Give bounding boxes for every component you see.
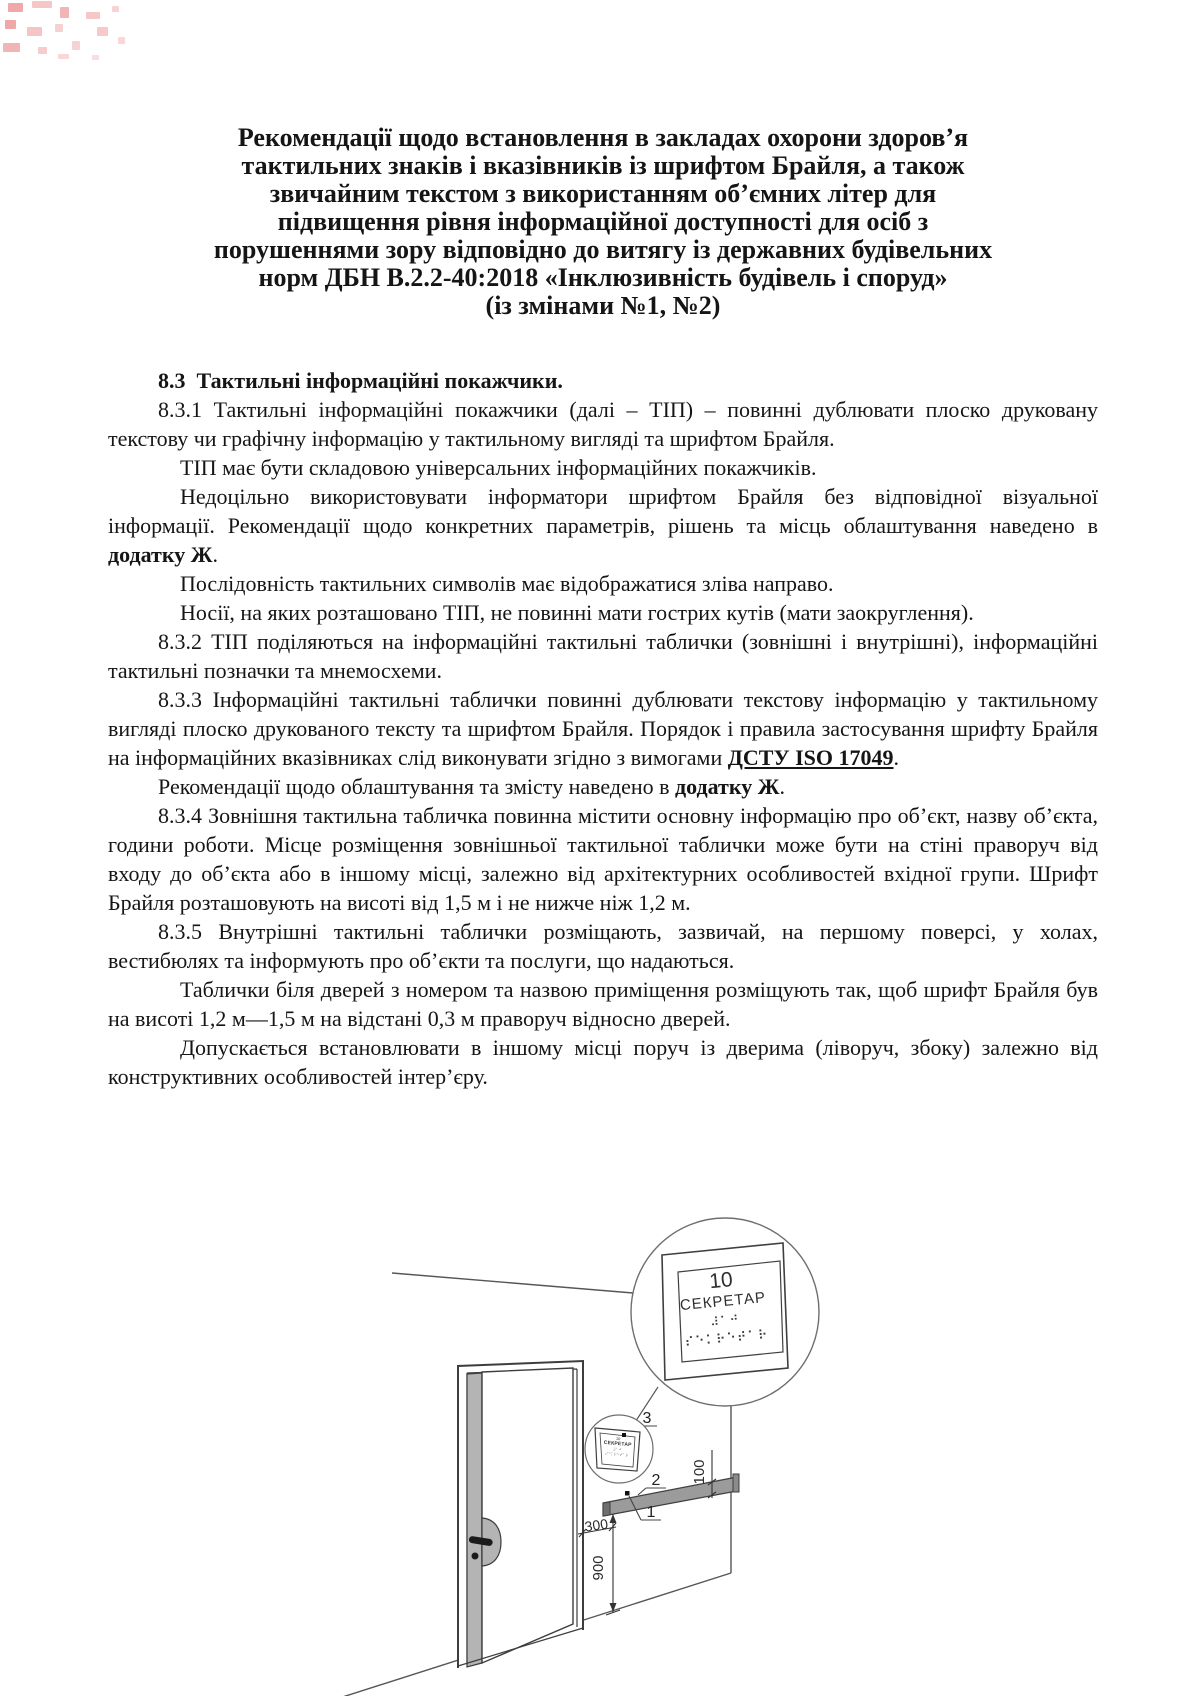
scan-artifact (3, 43, 20, 52)
braille-name: ⠎⠑⠅⠗⠑⠞⠁⠗ (604, 1450, 629, 1459)
scan-artifact (55, 24, 63, 32)
dimension-height-above-floor: 900 (590, 1555, 607, 1581)
paragraph-text: . (779, 774, 785, 799)
arrowhead (610, 1603, 617, 1612)
paragraph-text: . (893, 745, 900, 770)
title-line: (із змінами №1, №2) (485, 291, 721, 320)
annex-zh-reference: додатку Ж (108, 542, 213, 567)
room-number: 10 (615, 1435, 621, 1442)
scan-artifact (97, 27, 108, 36)
tactile-sign-magnified (663, 1253, 785, 1371)
room-name: СЕКРЕТАР (603, 1439, 632, 1449)
room-name: СЕКРЕТАР (679, 1288, 767, 1315)
standard-reference: ДСТУ ISO 17049 (727, 745, 894, 770)
paragraph-text: Недоцільно використовувати інформатори шрифтом Брайля без відповідної візуальної інформації. Рекомендації щодо конкретних параметрів, рішень та місць облаштування наведено в (108, 484, 1098, 538)
callout-3: 3 (642, 1410, 652, 1427)
paragraph-annex-recommendations (108, 772, 1098, 801)
door (458, 1361, 583, 1668)
section-heading: 8.3 Тактильні інформаційні покажчики. (158, 368, 563, 393)
room-number: 10 (708, 1268, 734, 1294)
installation-diagram (300, 1200, 900, 1696)
paragraph-symbol-order: Послідовність тактильних символів має відображатися зліва направо. (180, 571, 834, 596)
scan-artifact (38, 47, 47, 54)
callout-2: 2 (651, 1472, 661, 1489)
document-content (108, 0, 1098, 1091)
scan-artifact (32, 1, 52, 8)
paragraph-text: . (212, 542, 218, 567)
keyhole (472, 1553, 479, 1560)
title-line: Рекомендації щодо встановлення в закладах охорони здоров’я (237, 123, 969, 152)
annex-zh-reference: додатку Ж (675, 774, 780, 799)
paragraph-text: Рекомендації щодо облаштування та змісту наведено в (158, 774, 675, 799)
braille-number: ⠼⠁⠚ (709, 1312, 741, 1330)
paragraph-braille-informers (108, 482, 1098, 569)
title-line: норм ДБН В.2.2-40:2018 «Інклюзивність будівель і споруд» (258, 263, 948, 292)
paragraph-8-3-4: 8.3.4 Зовнішня тактильна табличка повинна містити основну інформацію про об’єкт, назву об’єкта, години роботи. Місце розміщення зовнішньої тактильної таблички може бути на стіні праворуч від входу до об’єкта або в іншому місці, залежно від архітектурних особливостей вхідної групи. Шрифт Брайля розташовують на висоті від 1,5 м і не нижче ніж 1,2 м. (108, 803, 1098, 915)
leader-dot (625, 1491, 630, 1496)
title-line: порушеннями зору відповідно до витягу із державних будівельних (213, 235, 993, 264)
scan-artifact (5, 20, 16, 29)
paragraph-8-3-5: 8.3.5 Внутрішні тактильні таблички розміщають, зазвичай, на першому поверсі, у холах, вестибюлях та інформують про об’єкти та послуги, що надаються. (108, 919, 1098, 973)
scan-artifact (8, 3, 23, 12)
arrowhead (610, 1514, 617, 1523)
document-title (108, 124, 1098, 320)
door-leaf (482, 1368, 573, 1663)
paragraph-8-3-2: 8.3.2 ТІП поділяються на інформаційні тактильні таблички (зовнішні і внутрішні), інформаційні тактильні позначки та мнемосхеми. (108, 629, 1098, 683)
scan-artifact (60, 7, 69, 18)
scan-artifact (27, 27, 42, 36)
braille-number: ⠼⠁⠚ (612, 1446, 622, 1453)
braille-name: ⠎⠑⠅⠗⠑⠞⠁⠗ (684, 1327, 770, 1351)
paragraph-alternative-placement: Допускається встановлювати в іншому місці поруч із дверима (ліворуч, збоку) залежно від конструктивних особливостей інтер’єру. (108, 1035, 1098, 1089)
door-edge (467, 1373, 482, 1667)
dimension-offset-from-door: 300 (583, 1515, 609, 1535)
paragraph-door-signs: Таблички біля дверей з номером та назвою приміщення розміщують так, щоб шрифт Брайля був на висоті 1,2 м—1,5 м на відстані 0,3 м праворуч відносно дверей. (108, 977, 1098, 1031)
title-line: звичайним текстом з використанням об’ємних літер для (269, 179, 937, 208)
tactile-sign-small (595, 1431, 638, 1472)
scan-artifact (92, 55, 99, 60)
callout-1: 1 (646, 1504, 656, 1521)
paragraph-tip-composite: ТІП має бути складовою універсальних інформаційних покажчиків. (180, 455, 817, 480)
paragraph-text: 8.3.3 Інформаційні тактильні таблички повинні дублювати текстову інформацію у тактильному вигляді плоско друкованого тексту та шрифтом Брайля. Порядок і правила застосування шрифту Брайля на інформаційних вказівниках слід виконувати згідно з вимогами (108, 687, 1098, 770)
title-line: тактильних знаків і вказівників із шрифтом Брайля, а також (241, 151, 965, 180)
scan-artifact (58, 54, 69, 59)
dimension-strip-width: 100 (691, 1459, 708, 1485)
paragraph-8-3-1: 8.3.1 Тактильні інформаційні покажчики (далі – ТІП) – повинні дублювати плоско друковану текстову чи графічну інформацію у тактильному вигляді та шрифтом Брайля. (108, 397, 1098, 451)
paragraph-8-3-3 (108, 685, 1098, 772)
title-line: підвищення рівня інформаційної доступності для осіб з (277, 207, 929, 236)
scan-artifact (72, 41, 80, 50)
paragraph-carriers: Носії, на яких розташовано ТІП, не повинні мати гострих кутів (мати заокруглення). (180, 600, 974, 625)
scan-artifact (86, 12, 100, 19)
